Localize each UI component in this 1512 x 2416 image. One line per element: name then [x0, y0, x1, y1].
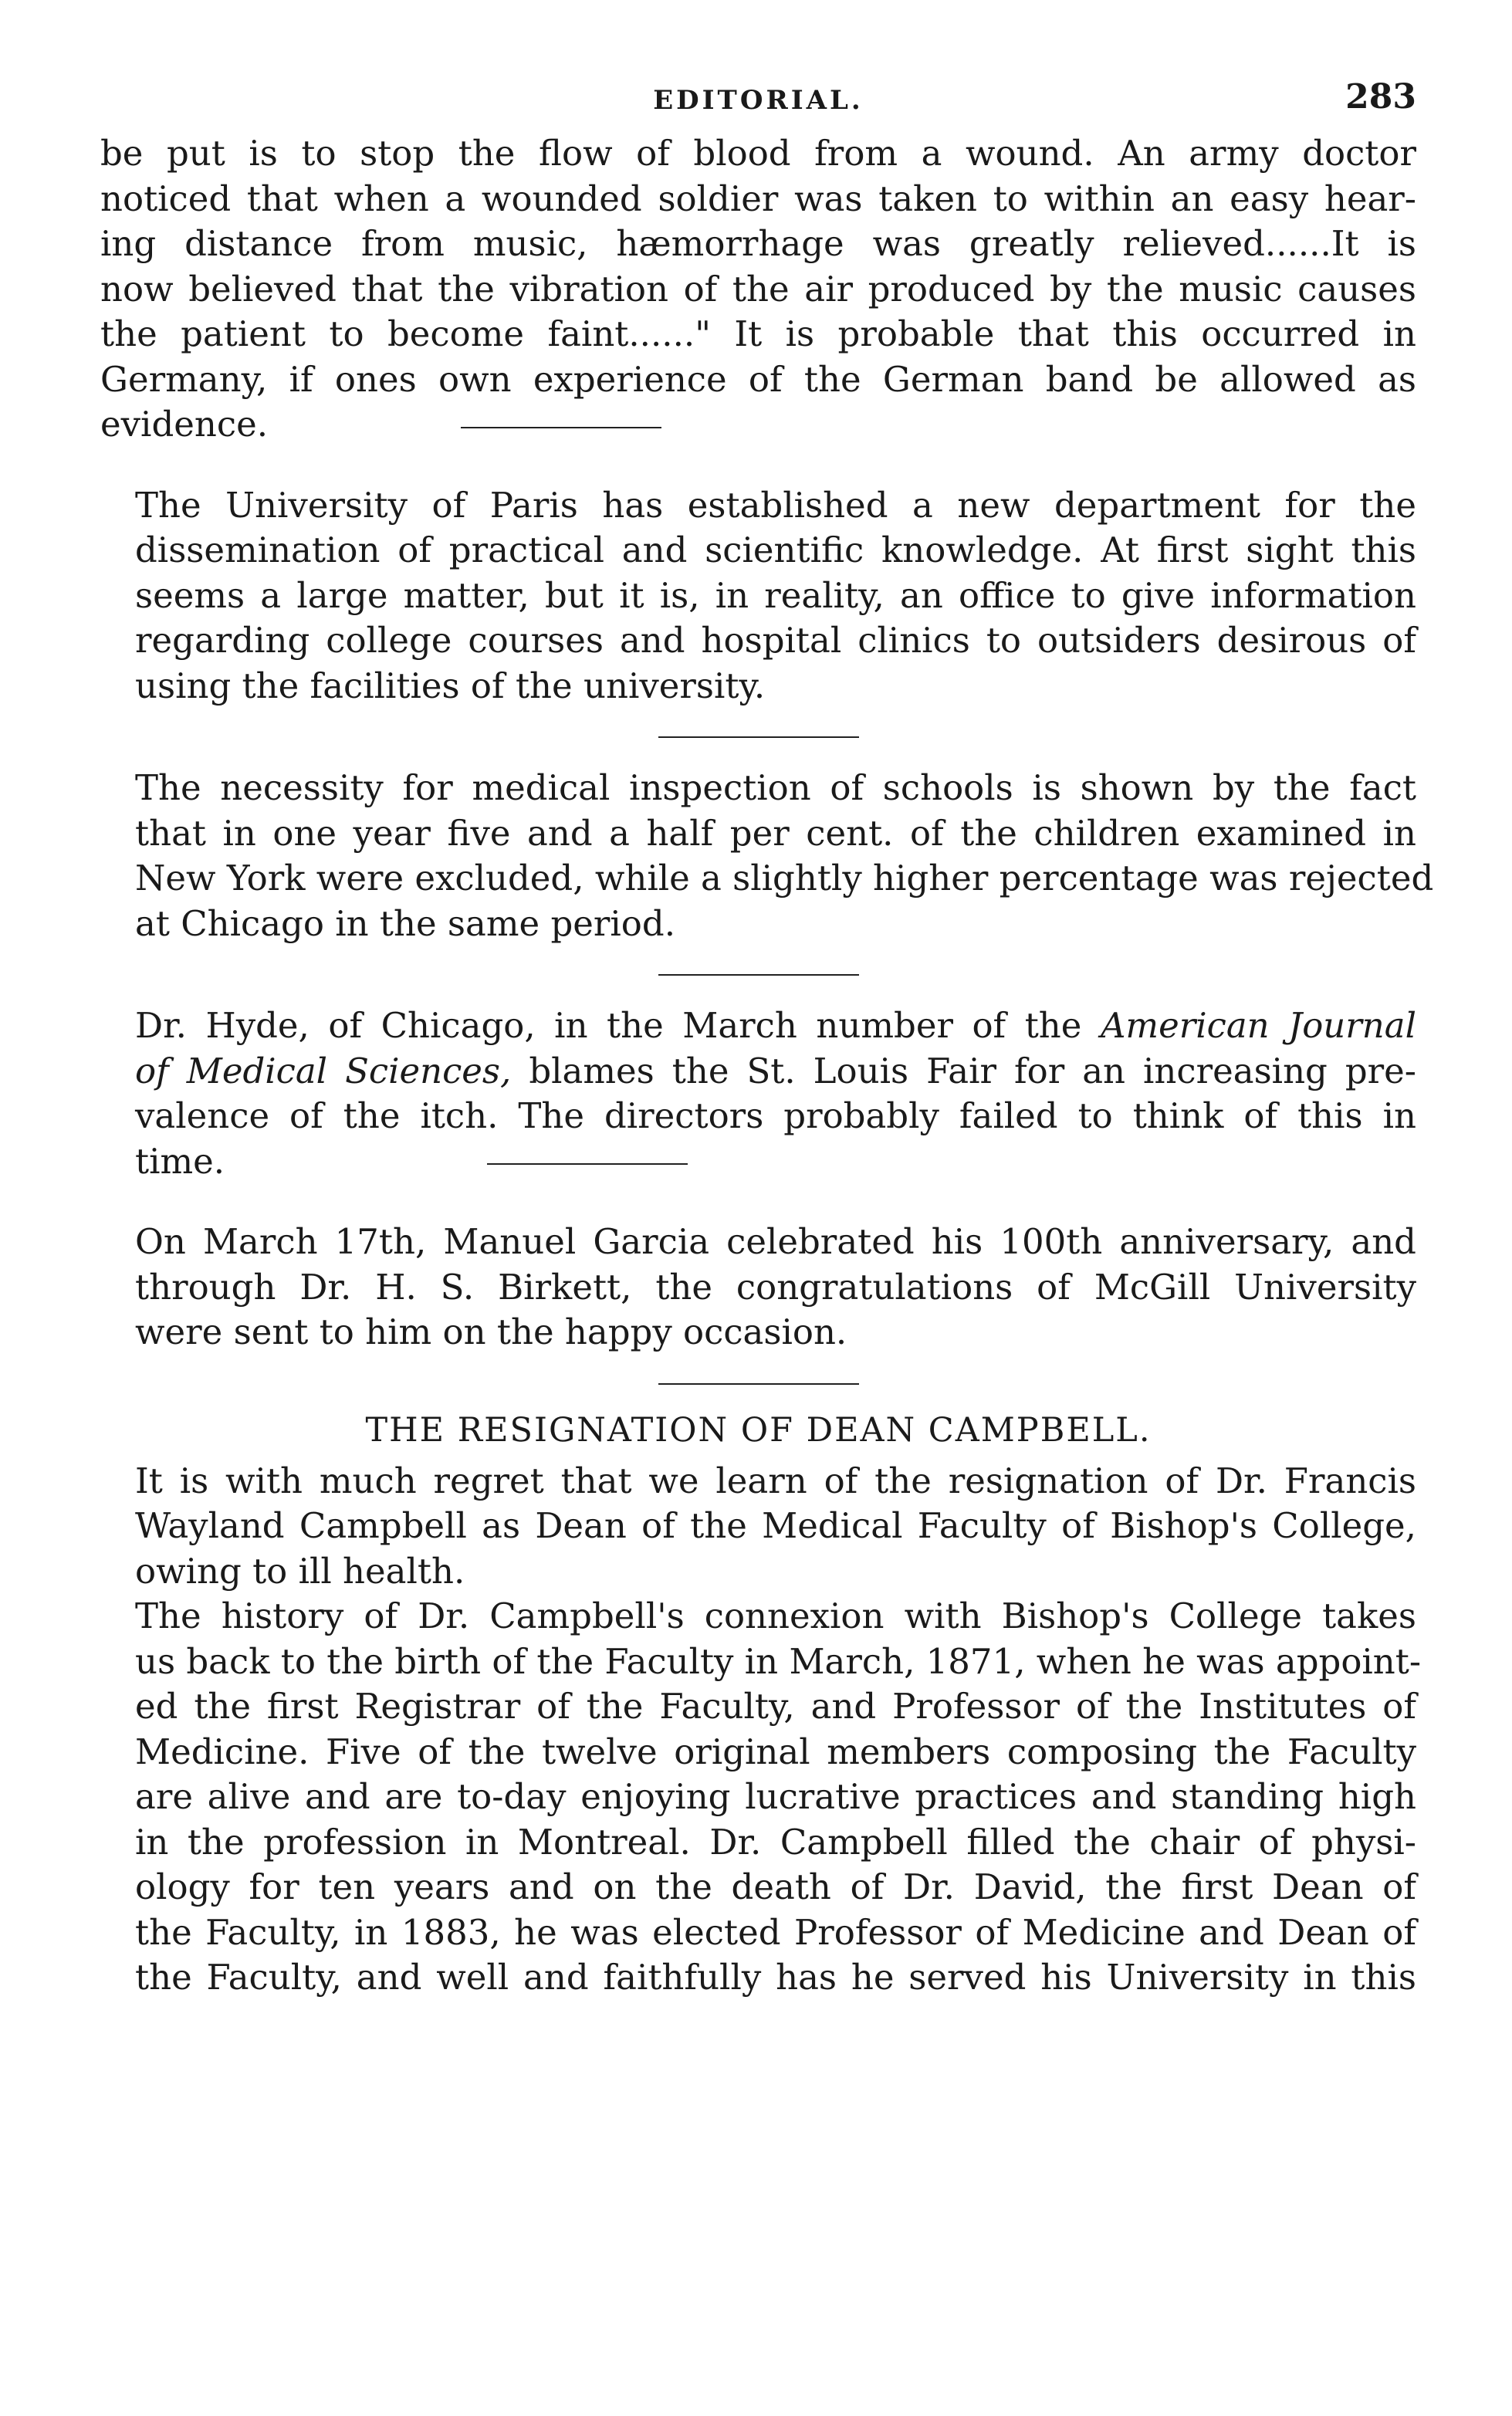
- running-title: EDITORIAL.: [653, 85, 864, 116]
- text-line: Wayland Campbell as Dean of the Medical Faculty of Bishop's College,: [135, 1505, 1416, 1546]
- text-line: [100, 1049, 1416, 1095]
- text-line: in the profession in Montreal. Dr. Campbell filled the chair of physi-: [135, 1821, 1416, 1863]
- text-line: noticed that when a wounded soldier was taken to within an easy hear-: [100, 178, 1416, 219]
- text-line: New York were excluded, while a slightly higher percentage was rejected: [135, 858, 1434, 898]
- text-line: Medicine. Five of the twelve original members composing the Faculty: [135, 1731, 1416, 1772]
- running-header: [100, 77, 1416, 131]
- paragraph-music-haemorrhage: [100, 131, 1416, 448]
- page-number: 283: [1345, 77, 1416, 117]
- text-line: It is with much regret that we learn of the resignation of Dr. Francis: [135, 1460, 1416, 1501]
- text-fragment: blames the St. Louis Fair for an increasing pre-: [511, 1050, 1417, 1091]
- text-line-end: evidence.: [100, 404, 269, 445]
- text-line: The University of Paris has established a new department for the: [135, 484, 1416, 526]
- section-divider: [658, 1383, 859, 1385]
- paragraph-campbell-history: [100, 1594, 1422, 2001]
- text-line: dissemination of practical and scientific knowledge. At first sight this: [135, 530, 1416, 570]
- paragraph-manuel-garcia: [100, 1220, 1416, 1355]
- section-divider: [461, 427, 661, 428]
- text-line: through Dr. H. S. Birkett, the congratulations of McGill University: [135, 1266, 1416, 1308]
- text-line-end: time.: [135, 1140, 225, 1182]
- text-fragment: Dr. Hyde, of Chicago, in the March number of the: [135, 1005, 1101, 1046]
- document-page: [100, 77, 1434, 2001]
- text-line: Germany, if ones own experience of the German band be allowed as: [100, 358, 1416, 400]
- paragraph-resignation: [100, 1459, 1416, 1595]
- paragraph-medical-inspection: [100, 766, 1434, 946]
- text-line: ing distance from music, hæmorrhage was greatly relieved......It is: [100, 223, 1416, 264]
- text-line: valence of the itch. The directors probably failed to think of this in: [135, 1095, 1416, 1136]
- text-line: the patient to become faint......" It is probable that this occurred in: [100, 313, 1416, 354]
- text-line: that in one year five and a half per cent. of the children examined in: [135, 812, 1416, 854]
- text-line: The history of Dr. Campbell's connexion with Bishop's College takes: [135, 1595, 1416, 1636]
- journal-title-part: of Medical Sciences,: [135, 1050, 512, 1091]
- text-line: be put is to stop the flow of blood from a wound. An army doctor: [100, 133, 1416, 174]
- text-line: at Chicago in the same period.: [135, 902, 676, 944]
- text-line: ology for ten years and on the death of Dr. David, the first Dean of: [135, 1866, 1416, 1907]
- text-line: are alive and are to-day enjoying lucrative practices and standing high: [135, 1776, 1416, 1817]
- text-line: using the facilities of the university.: [135, 665, 766, 706]
- text-line: regarding college courses and hospital clinics to outsiders desirous of: [135, 620, 1416, 661]
- text-line: were sent to him on the happy occasion.: [135, 1311, 847, 1352]
- text-line: On March 17th, Manuel Garcia celebrated his 100th anniversary, and: [135, 1221, 1416, 1262]
- text-line: us back to the birth of the Faculty in March, 1871, when he was appoint-: [135, 1640, 1422, 1682]
- text-line: now believed that the vibration of the air produced by the music causes: [100, 268, 1416, 310]
- section-heading: THE RESIGNATION OF DEAN CAMPBELL.: [365, 1410, 1152, 1450]
- text-line: [100, 1139, 1416, 1185]
- text-line: the Faculty, and well and faithfully has he served his University in this: [135, 1957, 1416, 1998]
- text-line: owing to ill health.: [135, 1550, 465, 1592]
- paragraph-university-paris: [100, 483, 1416, 709]
- text-line: [100, 402, 1416, 448]
- text-line: The necessity for medical inspection of schools is shown by the fact: [135, 767, 1416, 808]
- text-line: ed the first Registrar of the Faculty, and Professor of the Institutes of: [135, 1686, 1416, 1727]
- paragraph-dr-hyde: [100, 1003, 1416, 1184]
- text-line: [100, 1003, 1416, 1049]
- journal-title-part: American Journal: [1100, 1005, 1416, 1046]
- section-divider: [487, 1163, 688, 1165]
- text-line: seems a large matter, but it is, in reality, an office to give information: [135, 574, 1416, 616]
- text-line: the Faculty, in 1883, he was elected Professor of Medicine and Dean of: [135, 1911, 1416, 1953]
